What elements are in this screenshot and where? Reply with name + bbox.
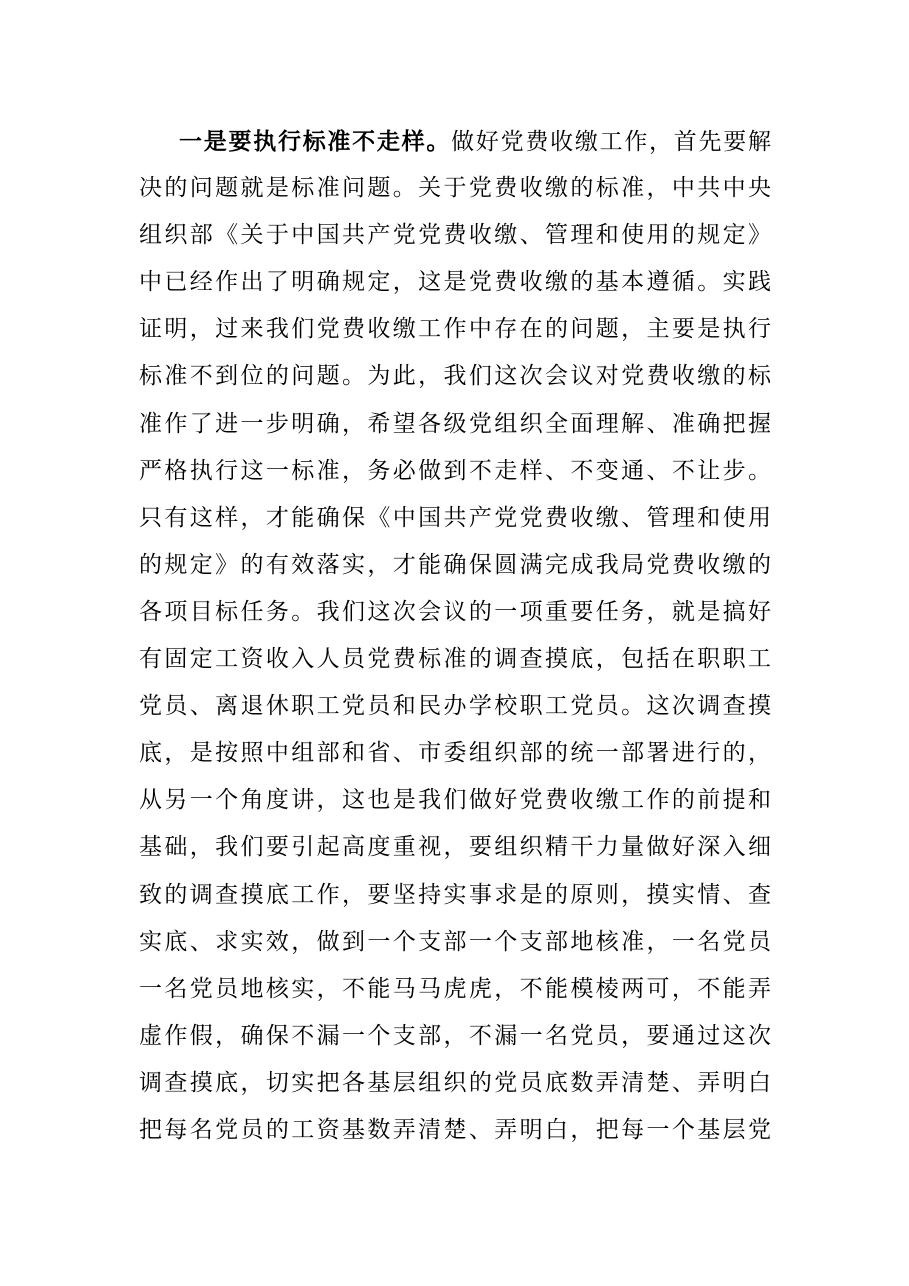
- paragraph-line-2: 决的问题就是标准问题。关于党费收缴的标准，中共中央: [139, 175, 771, 202]
- paragraph-line-11: 各项目标任务。我们这次会议的一项重要任务，就是搞好: [139, 598, 771, 625]
- paragraph-line-21: 调查摸底，切实把各基层组织的党员底数弄清楚、弄明白: [139, 1069, 771, 1096]
- section-heading: 一是要执行标准不走样。: [179, 128, 452, 155]
- paragraph-line-17: 致的调查摸底工作，要坚持实事求是的原则，摸实情、查: [139, 881, 771, 908]
- paragraph-line-6: 标准不到位的问题。为此，我们这次会议对党费收缴的标: [139, 363, 771, 390]
- paragraph-line-22: 把每名党员的工资基数弄清楚、弄明白，把每一个基层党: [139, 1116, 771, 1143]
- paragraph-line-10: 的规定》的有效落实，才能确保圆满完成我局党费收缴的: [139, 551, 771, 578]
- paragraph-line-9: 只有这样，才能确保《中国共产党党费收缴、管理和使用: [139, 504, 771, 531]
- paragraph-line-1: [139, 118, 771, 165]
- paragraph-line-1-text: 做好党费收缴工作，首先要解: [451, 129, 772, 155]
- paragraph-line-20: 虚作假，确保不漏一个支部，不漏一名党员，要通过这次: [139, 1022, 771, 1049]
- paragraph-line-18: 实底、求实效，做到一个支部一个支部地核准，一名党员: [139, 928, 771, 955]
- paragraph-line-8: 严格执行这一标准，务必做到不走样、不变通、不让步。: [139, 457, 771, 484]
- paragraph-line-12: 有固定工资收入人员党费标准的调查摸底，包括在职职工: [139, 646, 771, 673]
- paragraph-line-3: 组织部《关于中国共产党党费收缴、管理和使用的规定》: [139, 222, 771, 249]
- paragraph-line-5: 证明，过来我们党费收缴工作中存在的问题，主要是执行: [139, 316, 771, 343]
- paragraph-line-16: 基础，我们要引起高度重视，要组织精干力量做好深入细: [139, 834, 771, 861]
- paragraph-line-13: 党员、离退休职工党员和民办学校职工党员。这次调查摸: [139, 693, 771, 720]
- paragraph-line-4: 中已经作出了明确规定，这是党费收缴的基本遵循。实践: [139, 269, 771, 296]
- paragraph-line-14: 底，是按照中组部和省、市委组织部的统一部署进行的，: [139, 740, 771, 767]
- body-paragraph: [139, 118, 771, 1154]
- paragraph-line-15: 从另一个角度讲，这也是我们做好党费收缴工作的前提和: [139, 787, 771, 814]
- paragraph-line-19: 一名党员地核实，不能马马虎虎，不能模棱两可，不能弄: [139, 975, 771, 1002]
- paragraph-line-7: 准作了进一步明确，希望各级党组织全面理解、准确把握: [139, 410, 771, 437]
